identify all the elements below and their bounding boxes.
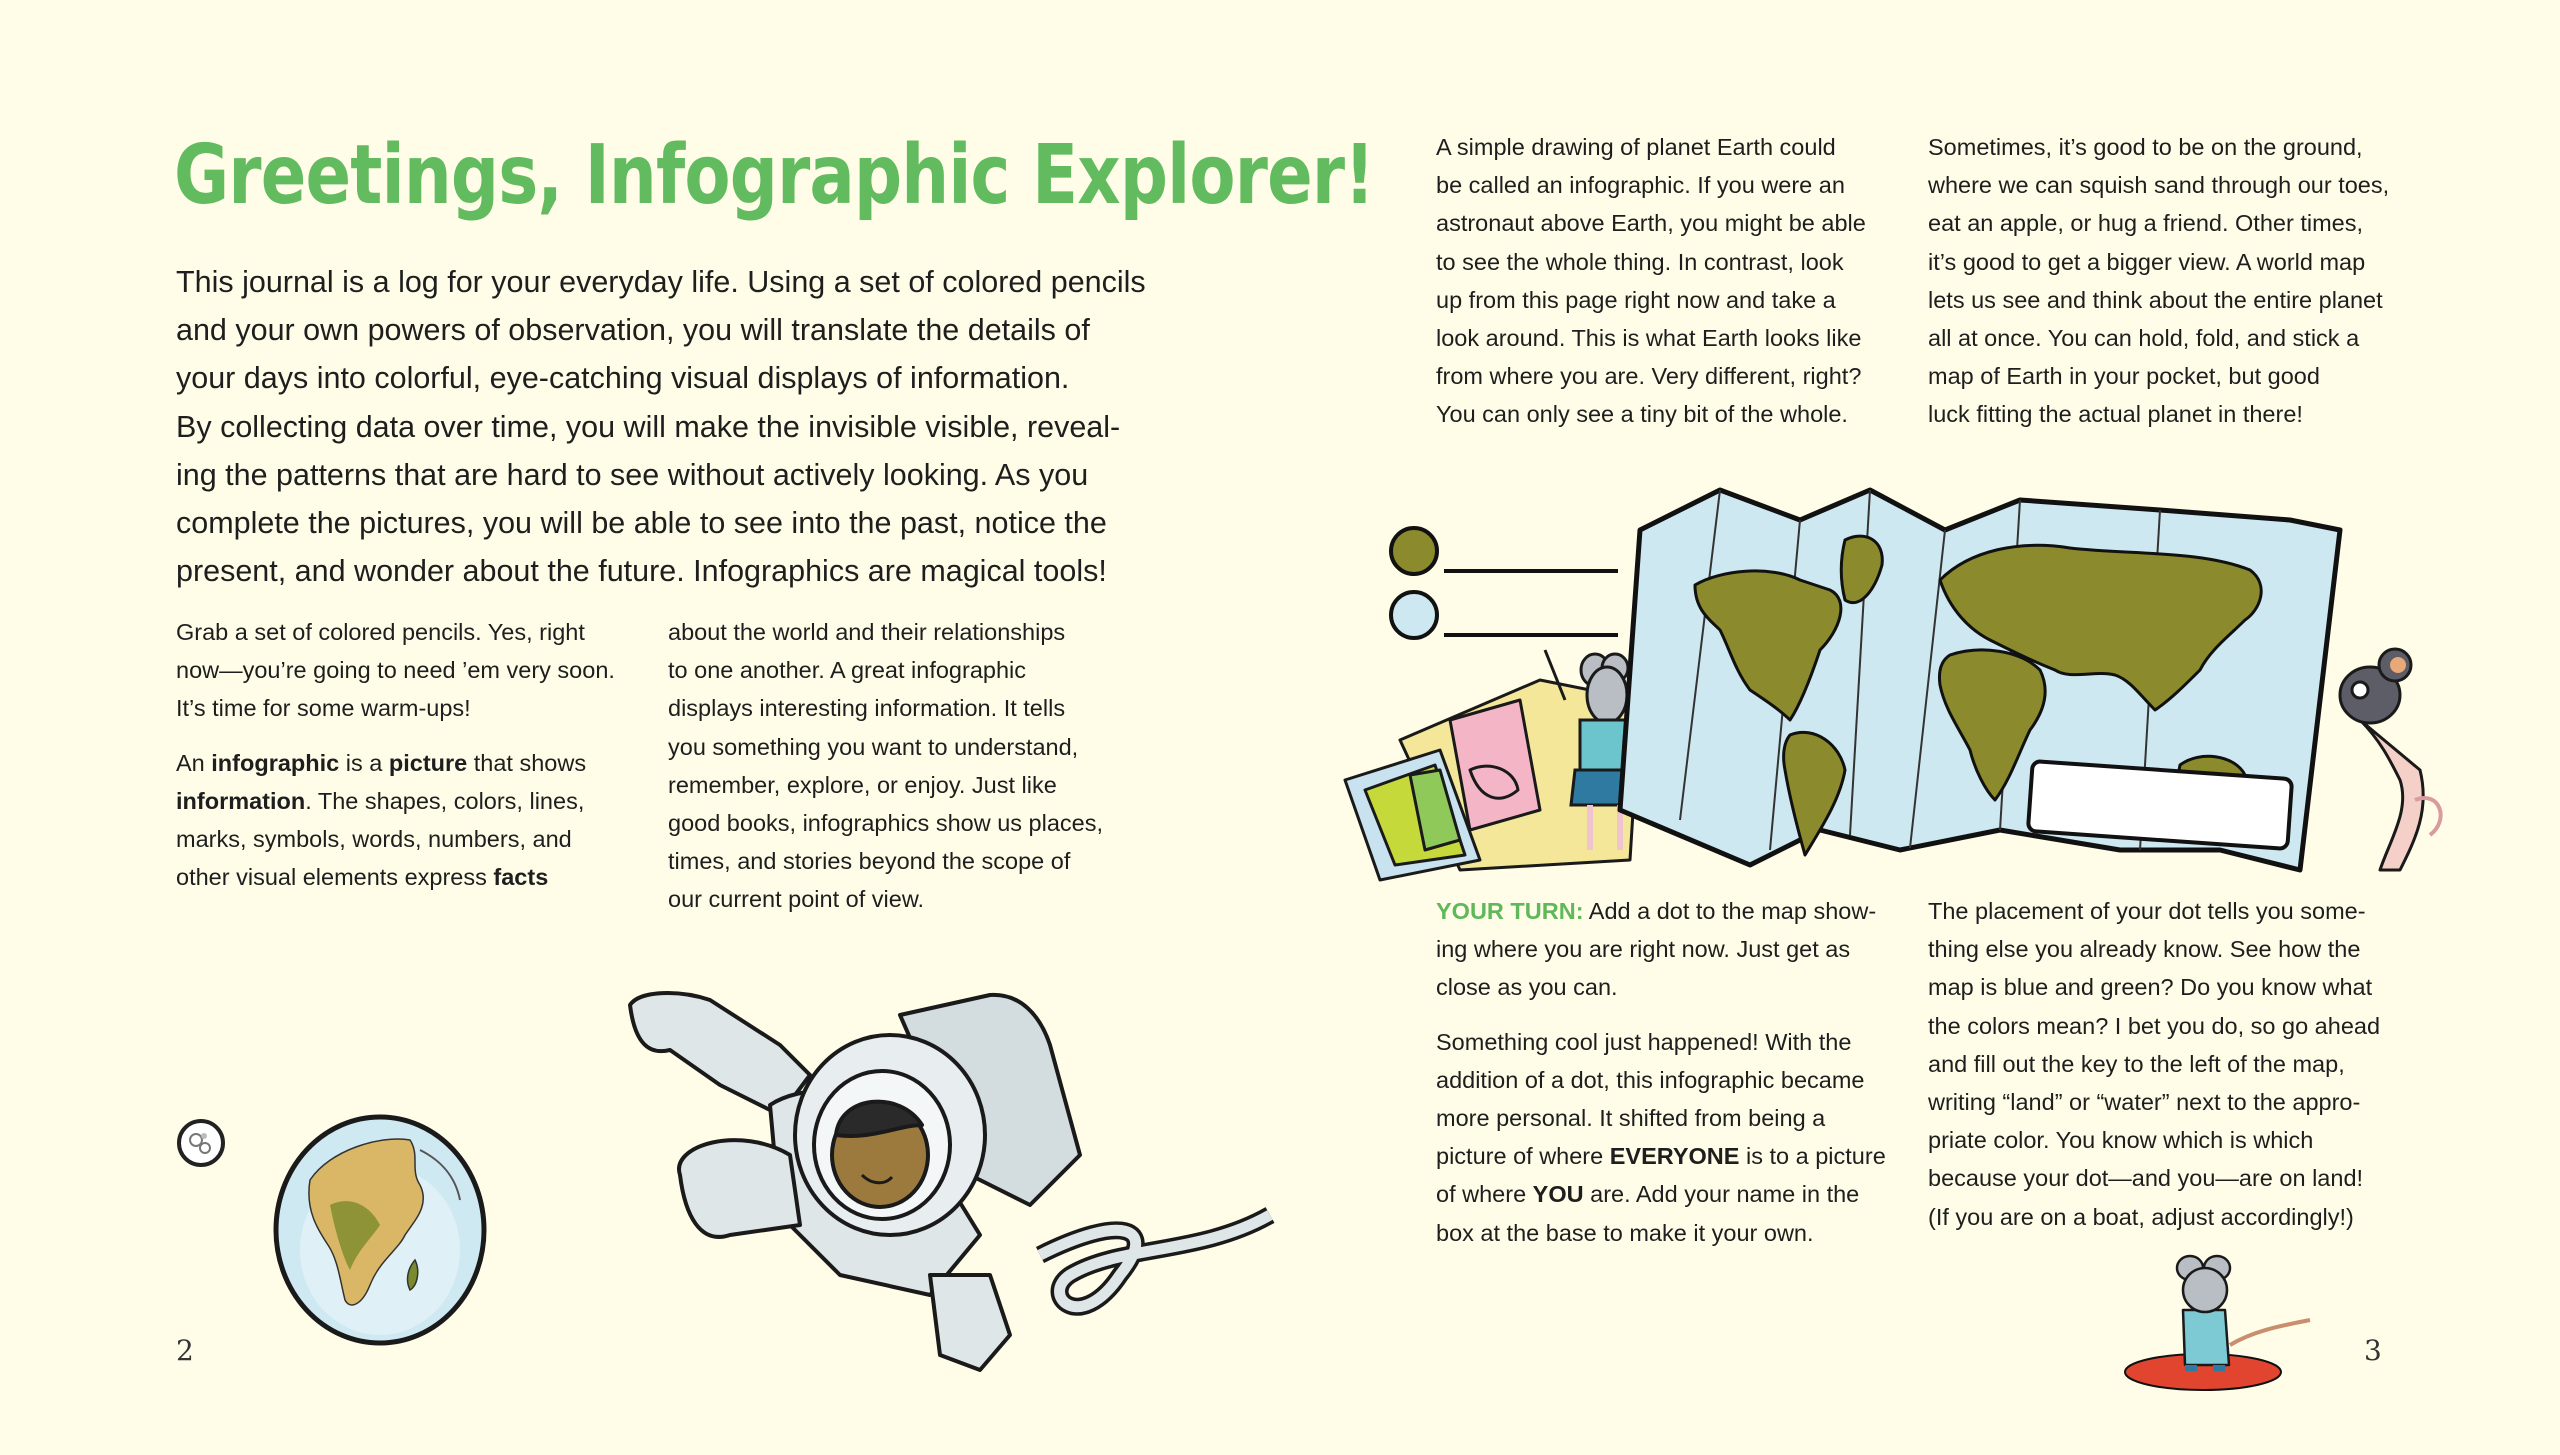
intro-line: This journal is a log for your everyday life. Using a set of colored pencils [176, 265, 1146, 299]
definition-paragraph [176, 744, 646, 897]
text-line: marks, symbols, words, numbers, and [176, 826, 572, 853]
text-line: ing where you are right now. Just get as [1436, 936, 1851, 963]
bold-term-information: information [176, 787, 306, 814]
bold-term-infographic: infographic [211, 749, 340, 776]
right-top-column-1 [1436, 128, 1906, 434]
text-line: Something cool just happened! With the [1436, 1028, 1852, 1055]
text-line: look around. This is what Earth looks like [1436, 325, 1862, 352]
intro-line: present, and wonder about the future. Infographics are magical tools! [176, 554, 1107, 589]
bold-term-picture: picture [388, 749, 468, 776]
right-bottom-column-1 [1436, 892, 1906, 1252]
text-line: where we can squish sand through our toes, [1928, 172, 2390, 199]
intro-line: your days into colorful, eye-catching visual displays of information. [176, 361, 1070, 396]
left-column-2 [668, 613, 1138, 919]
mouse-on-red-dot [2125, 1250, 2325, 1390]
text-line: all at once. You can hold, fold, and stick a [1928, 325, 2360, 352]
text-line: and fill out the key to the left of the map, [1928, 1050, 2345, 1077]
text-line: (If you are on a boat, adjust accordingly!) [1928, 1203, 2354, 1230]
text: is to a picture [1739, 1143, 1886, 1170]
text-line: up from this page right now and take a [1436, 286, 1836, 313]
text-line [1436, 1137, 1906, 1175]
text-line: luck fitting the actual planet in there! [1928, 401, 2303, 428]
text-line [1436, 1175, 1906, 1213]
text-line: remember, explore, or enjoy. Just like [668, 771, 1057, 798]
text: picture of where [1436, 1143, 1610, 1170]
text: are. Add your name in the [1583, 1181, 1860, 1208]
text-line: writing “land” or “water” next to the appro- [1928, 1089, 2361, 1116]
bold-you: YOU [1532, 1181, 1584, 1208]
text-line: It’s time for some warm-ups! [176, 695, 471, 722]
text-line: Sometimes, it’s good to be on the ground, [1928, 134, 2363, 160]
left-column-1 [176, 613, 646, 896]
your-turn-paragraph [1436, 892, 1906, 1007]
text-line: displays interesting information. It tells [668, 695, 1066, 722]
text-line: because your dot—and you—are on land! [1928, 1165, 2364, 1192]
intro-line: ing the patterns that are hard to see without actively looking. As you [176, 457, 1089, 492]
text-line: good books, infographics show us places, [668, 810, 1104, 837]
bold-term-facts: facts [493, 864, 549, 891]
right-bottom-column-2 [1928, 892, 2398, 1236]
water-swatch [1391, 592, 1437, 638]
text-line: You can only see a tiny bit of the whole. [1436, 401, 1848, 428]
text-line: to see the whole thing. In contrast, look [1436, 248, 1844, 275]
intro-line: complete the pictures, you will be able to see into the past, notice the [176, 506, 1107, 541]
text-line: more personal. It shifted from being a [1436, 1105, 1826, 1132]
text-line: now—you’re going to need ’em very soon. [176, 657, 615, 684]
moon-icon [176, 1118, 226, 1168]
text-line: map is blue and green? Do you know what [1928, 974, 2373, 1001]
intro-paragraph [176, 258, 1146, 595]
text-line: thing else you already know. See how the [1928, 936, 2361, 963]
folded-world-map [1600, 470, 2390, 890]
map-key [1388, 525, 1628, 645]
text-line [1436, 892, 1906, 930]
text-line: close as you can. [1436, 974, 1618, 1001]
text: is a [339, 749, 389, 776]
text-line [176, 744, 646, 782]
land-swatch [1391, 528, 1437, 574]
astronaut [600, 975, 1280, 1375]
page-title: Greetings, Infographic Explorer! [174, 128, 1375, 223]
text-line [176, 782, 646, 820]
text-line: astronaut above Earth, you might be able [1436, 210, 1866, 237]
text-line: The placement of your dot tells you some- [1928, 898, 2366, 924]
text-line: map of Earth in your pocket, but good [1928, 363, 2320, 390]
text-line: times, and stories beyond the scope of [668, 848, 1071, 875]
text-line: to one another. A great infographic [668, 657, 1026, 684]
text: of where [1436, 1181, 1533, 1208]
text: Add a dot to the map show- [1583, 898, 1877, 924]
text-line: our current point of view. [668, 886, 925, 913]
text-line: box at the base to make it your own. [1436, 1219, 1814, 1246]
something-cool-paragraph [1436, 1023, 1906, 1252]
text: An [176, 749, 212, 776]
page-number-right: 3 [2364, 1334, 2382, 1367]
earth-globe [270, 1110, 490, 1350]
text-line: lets us see and think about the entire planet [1928, 286, 2383, 313]
bold-everyone: EVERYONE [1609, 1143, 1740, 1170]
text-line [176, 858, 646, 896]
text-line: be called an infographic. If you were an [1436, 172, 1845, 199]
text: . The shapes, colors, lines, [305, 787, 585, 814]
text-line: eat an apple, or hug a friend. Other times, [1928, 210, 2364, 237]
intro-line: By collecting data over time, you will make the invisible visible, reveal- [176, 409, 1121, 444]
mouse-holding-map [2320, 640, 2460, 880]
warm-up-paragraph [176, 613, 646, 728]
right-top-column-2 [1928, 128, 2398, 434]
text: that shows [467, 749, 587, 776]
text-line: you something you want to understand, [668, 733, 1079, 760]
text-line: Grab a set of colored pencils. Yes, right [176, 619, 585, 645]
text-line: from where you are. Very different, right? [1436, 363, 1862, 390]
text-line: about the world and their relationships [668, 619, 1066, 645]
text-line: A simple drawing of planet Earth could [1436, 134, 1836, 160]
text-line: addition of a dot, this infographic became [1436, 1066, 1865, 1093]
text-line: it’s good to get a bigger view. A world map [1928, 248, 2366, 275]
text-line: priate color. You know which is which [1928, 1127, 2314, 1154]
your-turn-label: YOUR TURN: [1436, 898, 1584, 924]
page-number-left: 2 [176, 1334, 194, 1367]
text-line: the colors mean? I bet you do, so go ahead [1928, 1012, 2381, 1039]
intro-line: and your own powers of observation, you will translate the details of [176, 313, 1090, 348]
text: other visual elements express [176, 864, 494, 891]
